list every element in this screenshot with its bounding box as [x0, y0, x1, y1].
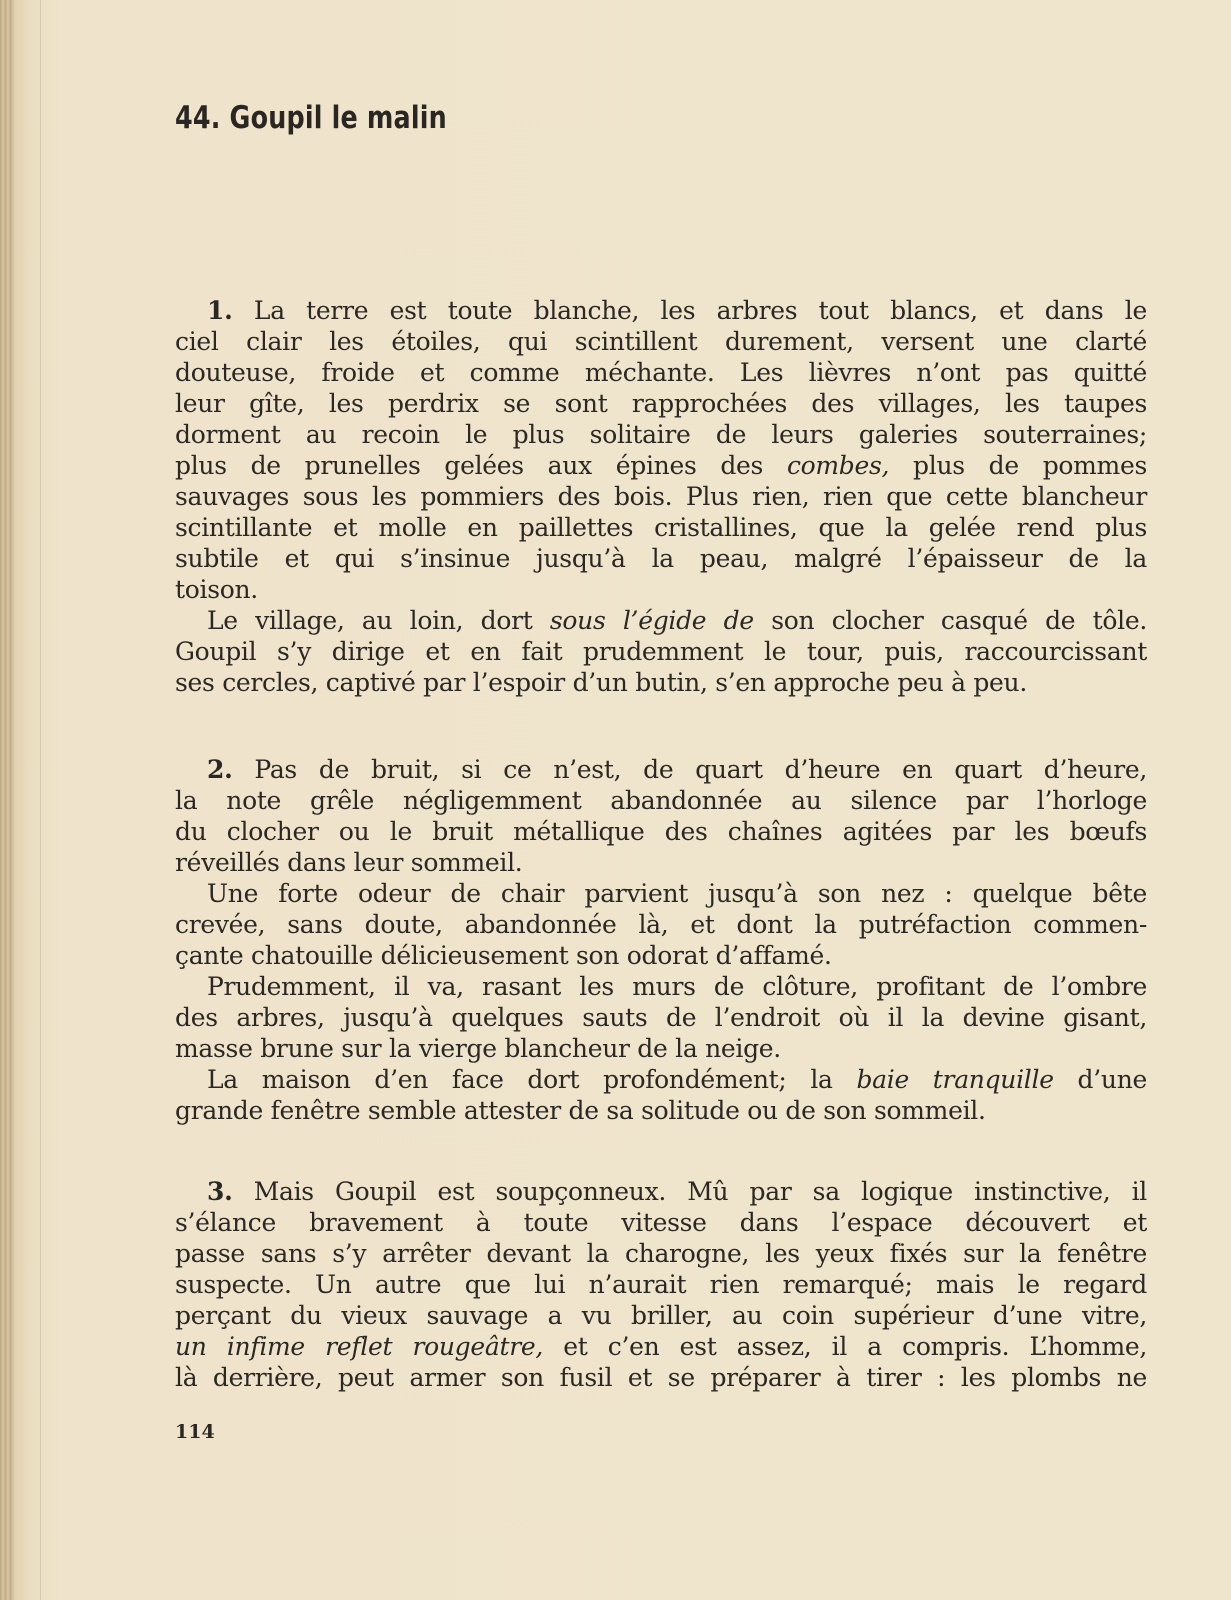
- text-line: [175, 1269, 1147, 1300]
- line-text: d’une: [1053, 1065, 1147, 1094]
- text-line: [175, 543, 1147, 574]
- section-number: 1.: [207, 296, 233, 325]
- italic-text: un infime reflet rougeâtre,: [175, 1332, 544, 1361]
- line-text: plus de prunelles gelées aux épines des: [175, 451, 787, 480]
- line-text: ses cercles, captivé par l’espoir d’un butin, s’en approche peu à peu.: [175, 668, 1027, 697]
- italic-text: sous l’égide de: [549, 606, 754, 635]
- text-line: [175, 419, 1147, 450]
- line-text: réveillés dans leur sommeil.: [175, 848, 523, 877]
- line-text: sauvages sous les pommiers des bois. Plus rien, rien que cette blancheur: [175, 482, 1147, 511]
- line-text: là derrière, peut armer son fusil et se préparer à tirer : les plombs ne: [175, 1363, 1147, 1392]
- line-text: plus de pommes: [889, 451, 1147, 480]
- line-text: Pas de bruit, si ce n’est, de quart d’heure en quart d’heure,: [254, 755, 1148, 784]
- text-line: [175, 605, 1147, 636]
- line-text: çante chatouille délicieusement son odorat d’affamé.: [175, 941, 832, 970]
- paragraph-section-1: [175, 295, 1147, 698]
- text-line: [175, 481, 1147, 512]
- gutter-shadow: [40, 0, 41, 1600]
- paragraph-section-2: [175, 754, 1147, 1126]
- text-line: [175, 357, 1147, 388]
- page-edge: [0, 0, 14, 1600]
- text-line: [175, 878, 1147, 909]
- text-line: [175, 940, 1147, 971]
- line-text: grande fenêtre semble attester de sa solitude ou de son sommeil.: [175, 1096, 986, 1125]
- text-line: [175, 1002, 1147, 1033]
- text-line: [175, 971, 1147, 1002]
- line-text: perçant du vieux sauvage a vu briller, au coin supérieur d’une vitre,: [175, 1301, 1147, 1330]
- line-text: des arbres, jusqu’à quelques sauts de l’endroit où il la devine gisant,: [175, 1003, 1147, 1032]
- line-text: masse brune sur la vierge blancheur de la neige.: [175, 1034, 781, 1063]
- text-line: [175, 450, 1147, 481]
- text-line: [175, 1362, 1147, 1393]
- text-line: [175, 785, 1147, 816]
- line-text: du clocher ou le bruit métallique des chaînes agitées par les bœufs: [175, 817, 1147, 846]
- line-text: ciel clair les étoiles, qui scintillent durement, versent une clarté: [175, 327, 1147, 356]
- line-text: s’élance bravement à toute vitesse dans l’espace découvert et: [175, 1208, 1147, 1237]
- text-line: [175, 1207, 1147, 1238]
- text-line: [175, 816, 1147, 847]
- text-line: [175, 574, 1147, 605]
- line-text: Goupil s’y dirige et en fait prudemment le tour, puis, raccourcissant: [175, 637, 1147, 666]
- line-text: et c’en est assez, il a compris. L’homme,: [543, 1332, 1147, 1361]
- line-text: suspecte. Un autre que lui n’aurait rien remarqué; mais le regard: [175, 1270, 1147, 1299]
- text-line: [175, 1331, 1147, 1362]
- text-line: [175, 1095, 1147, 1126]
- section-number: 3.: [207, 1177, 233, 1206]
- text-line: [175, 636, 1147, 667]
- italic-text: baie tranquille: [856, 1065, 1054, 1094]
- text-line: [175, 388, 1147, 419]
- line-text: Prudemment, il va, rasant les murs de clôture, profitant de l’ombre: [207, 972, 1147, 1001]
- line-text: son clocher casqué de tôle.: [753, 606, 1147, 635]
- line-text: leur gîte, les perdrix se sont rapprochées des villages, les taupes: [175, 389, 1147, 418]
- text-line: [175, 1300, 1147, 1331]
- line-text: subtile et qui s’insinue jusqu’à la peau, malgré l’épaisseur de la: [175, 544, 1147, 573]
- line-text: La terre est toute blanche, les arbres tout blancs, et dans le: [253, 296, 1147, 325]
- text-line: [175, 512, 1147, 543]
- line-text: Mais Goupil est soupçonneux. Mû par sa logique instinctive, il: [253, 1177, 1147, 1206]
- text-line: [175, 1176, 1147, 1207]
- page-number: 114: [175, 1421, 215, 1443]
- line-text: toison.: [175, 575, 258, 604]
- text-line: [175, 909, 1147, 940]
- line-text: douteuse, froide et comme méchante. Les lièvres n’ont pas quitté: [175, 358, 1147, 387]
- italic-text: combes,: [786, 451, 890, 480]
- text-line: [175, 1238, 1147, 1269]
- chapter-title: 44. Goupil le malin: [175, 100, 447, 136]
- text-line: [175, 1064, 1147, 1095]
- text-line: [175, 754, 1147, 785]
- line-text: crevée, sans doute, abandonnée là, et dont la putréfaction commen-: [175, 910, 1147, 939]
- text-line: [175, 295, 1147, 326]
- section-number: 2.: [207, 755, 233, 784]
- line-text: Le village, au loin, dort: [207, 606, 550, 635]
- text-line: [175, 1033, 1147, 1064]
- line-text: La maison d’en face dort profondément; la: [207, 1065, 857, 1094]
- paragraph-section-3: [175, 1176, 1147, 1393]
- text-line: [175, 326, 1147, 357]
- line-text: Une forte odeur de chair parvient jusqu’à son nez : quelque bête: [207, 879, 1147, 908]
- line-text: scintillante et molle en paillettes cristallines, que la gelée rend plus: [175, 513, 1147, 542]
- line-text: passe sans s’y arrêter devant la charogne, les yeux fixés sur la fenêtre: [175, 1239, 1147, 1268]
- line-text: dorment au recoin le plus solitaire de leurs galeries souterraines;: [175, 420, 1147, 449]
- text-line: [175, 847, 1147, 878]
- text-line: [175, 667, 1147, 698]
- line-text: la note grêle négligemment abandonnée au silence par l’horloge: [175, 786, 1147, 815]
